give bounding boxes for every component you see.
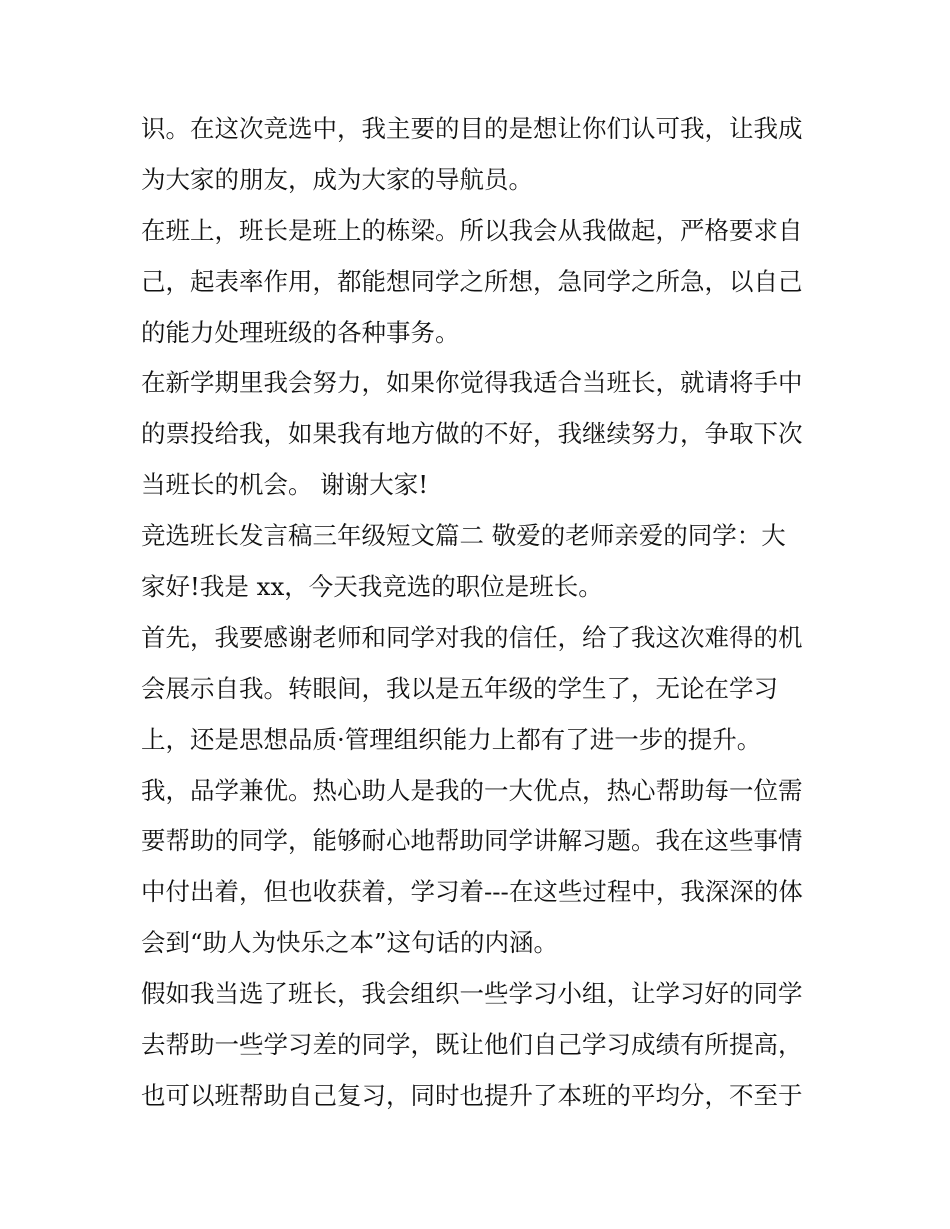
text-line: 也可以班帮助自己复习，同时也提升了本班的平均分，不至于 — [141, 1080, 803, 1110]
text-line: 会展示自我。转眼间，我以是五年级的学生了，无论在学习 — [141, 673, 778, 703]
text-line: 上，还是思想品质·管理组织能力上都有了进一步的提升。 — [141, 724, 762, 754]
text-line: 在新学期里我会努力，如果你觉得我适合当班长，就请将手中 — [141, 368, 803, 398]
text-line: 的能力处理班级的各种事务。 — [141, 317, 460, 347]
text-line: 竞选班长发言稿三年级短文篇二 敬爱的老师亲爱的同学：大 — [141, 521, 786, 551]
text-line: 假如我当选了班长，我会组织一些学习小组，让学习好的同学 — [141, 979, 803, 1009]
text-line: 己，起表率作用，都能想同学之所想，急同学之所急，以自己 — [141, 266, 803, 296]
text-line: 中付出着，但也收获着，学习着---在这些过程中，我深深的体 — [141, 877, 803, 907]
text-line: 家好!我是 xx，今天我竞选的职位是班长。 — [141, 572, 603, 602]
text-line: 识。在这次竞选中，我主要的目的是想让你们认可我，让我成 — [141, 114, 803, 143]
document-body — [141, 104, 813, 1122]
text-line: 首先，我要感谢老师和同学对我的信任，给了我这次难得的机 — [141, 622, 803, 652]
text-line: 当班长的机会。 谢谢大家! — [141, 470, 429, 500]
text-line: 去帮助一些学习差的同学，既让他们自己学习成绩有所提高， — [141, 1030, 803, 1060]
text-line: 为大家的朋友，成为大家的导航员。 — [141, 164, 533, 194]
text-line: 要帮助的同学，能够耐心地帮助同学讲解习题。我在这些事情 — [141, 826, 803, 856]
text-line: 的票投给我，如果我有地方做的不好，我继续努力，争取下次 — [141, 419, 803, 449]
text-line: 会到“助人为快乐之本”这句话的内涵。 — [141, 928, 559, 958]
text-line: 在班上，班长是班上的栋梁。所以我会从我做起，严格要求自 — [141, 215, 803, 245]
text-line: 我，品学兼优。热心助人是我的一大优点，热心帮助每一位需 — [141, 775, 803, 805]
